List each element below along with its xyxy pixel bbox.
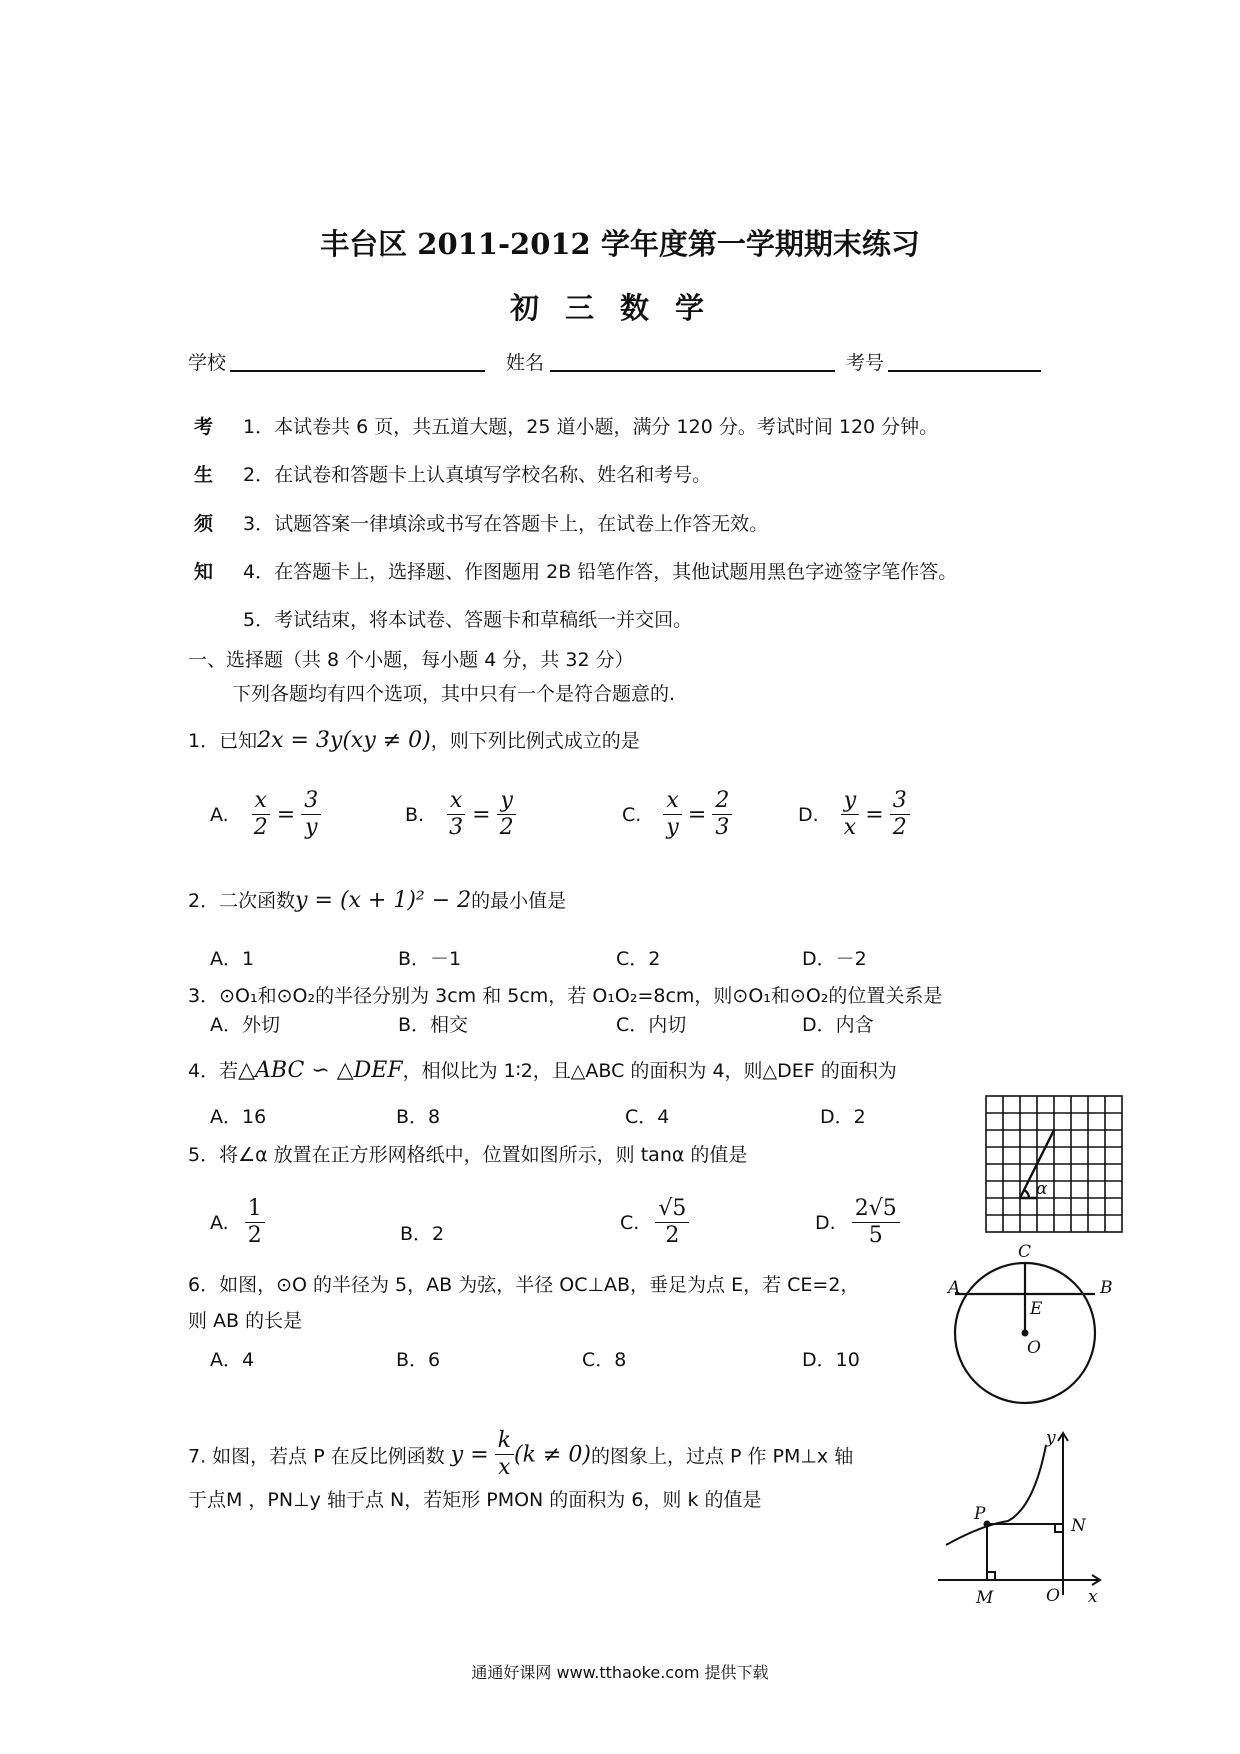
label-y: y: [1046, 1428, 1056, 1448]
q6-option[interactable]: A．4: [210, 1349, 255, 1371]
q7-func-cond: (k ≠ 0): [514, 1442, 591, 1468]
q2-option[interactable]: A．1: [210, 948, 255, 970]
notice-side-char: 须: [194, 513, 214, 535]
notice-side-char: 考: [194, 416, 214, 438]
label-e: E: [1030, 1299, 1043, 1319]
school-field[interactable]: [230, 370, 485, 372]
q1-option-b[interactable]: B. $\frac{x}{3}$ = $\frac{y}{2}$: [405, 788, 517, 842]
q5-option-b[interactable]: B．2: [400, 1223, 445, 1245]
right-angle-n: [1055, 1524, 1063, 1532]
q3-option[interactable]: A．外切: [210, 1014, 280, 1036]
frac-num: 3: [890, 788, 910, 815]
q1-option-c[interactable]: C. $\frac{x}{y}$ = $\frac{2}{3}$: [622, 788, 732, 842]
q7-suffix: 的图象上，过点 P 作 PM⊥x 轴: [590, 1445, 854, 1468]
question-2-stem: [188, 886, 566, 913]
frac-num: √5: [655, 1196, 689, 1223]
label-n: N: [1071, 1516, 1086, 1536]
q4-formula: △ABC ∽ △DEF: [238, 1058, 403, 1083]
q7-func-lhs: y =: [450, 1442, 489, 1468]
q4-option[interactable]: D．2: [820, 1106, 866, 1128]
label-c: C: [1018, 1242, 1032, 1262]
question-7-stem-2: 于点M ，PN⊥y 轴于点 N，若矩形 PMON 的面积为 6，则 k 的值是: [188, 1489, 762, 1511]
q5-option-c[interactable]: [620, 1196, 689, 1250]
center-point: [1022, 1330, 1029, 1337]
question-7-stem: [188, 1428, 853, 1482]
question-5-stem: 5．将∠α 放置在正方形网格纸中，位置如图所示，则 tanα 的值是: [188, 1144, 748, 1166]
option-label: A.: [210, 803, 229, 826]
q2-option[interactable]: C．2: [616, 948, 661, 970]
frac-num: x: [252, 788, 270, 815]
label-b: B: [1100, 1278, 1113, 1298]
frac-num: 2: [712, 788, 732, 815]
question-4-stem: [188, 1056, 897, 1083]
frac-den: 3: [715, 815, 730, 841]
frac-num: x: [663, 788, 681, 815]
grid-angle-figure: [980, 1090, 1130, 1240]
q5-option-a[interactable]: [210, 1196, 265, 1250]
q2-option[interactable]: D．－2: [802, 948, 867, 970]
notice-side-char: 生: [194, 464, 214, 486]
q4-prefix: 4．若: [188, 1060, 239, 1082]
label-m: M: [976, 1588, 994, 1608]
option-label: B.: [405, 803, 425, 826]
frac-den: 2: [499, 815, 514, 841]
q2-formula: y = (x + 1)² − 2: [295, 888, 472, 913]
section-heading: 一、选择题（共 8 个小题，每小题 4 分，共 32 分）: [188, 649, 634, 671]
frac-den: 5: [868, 1223, 883, 1249]
right-angle-m: [987, 1572, 995, 1580]
q6-option[interactable]: D．10: [802, 1349, 860, 1371]
frac-den: x: [843, 815, 857, 841]
q6-option[interactable]: C．8: [582, 1349, 627, 1371]
frac-num: 2√5: [852, 1196, 900, 1223]
hyperbola-curve: [946, 1445, 1046, 1545]
exam-subtitle: 初三数学: [509, 291, 730, 325]
frac-den: 2: [665, 1223, 680, 1249]
school-label: 学校: [188, 352, 227, 374]
frac-den: x: [498, 1455, 511, 1481]
q4-option[interactable]: A．16: [210, 1106, 267, 1128]
id-field[interactable]: [888, 370, 1041, 372]
q3-option[interactable]: B．相交: [398, 1014, 469, 1036]
q7-prefix: 7. 如图，若点 P 在反比例函数: [188, 1445, 445, 1468]
q3-option[interactable]: D．内含: [802, 1014, 874, 1036]
q6-option[interactable]: B．6: [396, 1349, 441, 1371]
circle-chord-figure: [948, 1242, 1120, 1420]
q5-option-d[interactable]: [815, 1196, 900, 1250]
q1-condition: 2x = 3y(xy ≠ 0): [257, 728, 431, 753]
frac-den: 3: [449, 815, 464, 841]
frac-num: y: [841, 788, 859, 815]
label-o: O: [1027, 1338, 1041, 1358]
notice-side-char: 知: [194, 561, 214, 583]
frac-den: 2: [247, 1223, 262, 1249]
q1-option-a[interactable]: A. $\frac{x}{2}$ = $\frac{3}{y}$: [210, 788, 321, 842]
q4-suffix: ，相似比为 1∶2，且△ABC 的面积为 4，则△DEF 的面积为: [402, 1060, 897, 1082]
option-label: D.: [815, 1211, 836, 1234]
frac-den: y: [305, 815, 318, 841]
q3-option[interactable]: C．内切: [616, 1014, 687, 1036]
hyperbola-figure: [930, 1425, 1110, 1610]
alpha-label: α: [1036, 1179, 1048, 1199]
id-label: 考号: [846, 352, 885, 374]
q2-option[interactable]: B．－1: [398, 948, 462, 970]
name-field[interactable]: [550, 370, 835, 372]
notice-item: 3．试题答案一律填涂或书写在答题卡上，在试卷上作答无效。: [243, 513, 769, 535]
frac-den: 2: [253, 815, 268, 841]
notice-item: 5．考试结束，将本试卷、答题卡和草稿纸一并交回。: [243, 609, 693, 631]
question-6-stem-2: 则 AB 的长是: [188, 1310, 303, 1332]
option-label: A.: [210, 1211, 229, 1234]
name-label: 姓名: [506, 352, 545, 374]
frac-num: x: [447, 788, 465, 815]
section-instruction: 下列各题均有四个选项，其中只有一个是符合题意的.: [232, 683, 676, 705]
q2-prefix: 2．二次函数: [188, 890, 296, 912]
question-3-stem: 3．⊙O₁和⊙O₂的半径分别为 3cm 和 5cm，若 O₁O₂=8cm，则⊙O₁和⊙O₂的位置关系是: [188, 985, 943, 1007]
label-a: A: [948, 1278, 961, 1298]
option-label: C.: [622, 803, 642, 826]
option-label: D.: [798, 803, 819, 826]
frac-num: y: [497, 788, 515, 815]
question-6-stem: 6．如图，⊙O 的半径为 5，AB 为弦，半径 OC⊥AB，垂足为点 E，若 CE=2，: [188, 1274, 860, 1296]
frac-den: y: [666, 815, 679, 841]
label-origin: O: [1046, 1586, 1060, 1606]
q2-suffix: 的最小值是: [471, 890, 567, 912]
footer-text: 通通好课网 www.tthaoke.com 提供下载: [471, 1663, 769, 1682]
label-x: x: [1088, 1587, 1098, 1607]
q4-option[interactable]: C．4: [625, 1106, 670, 1128]
question-1-stem: [188, 726, 640, 753]
frac-num: k: [495, 1428, 514, 1455]
frac-num: 3: [301, 788, 321, 815]
exam-title: 丰台区 2011-2012 学年度第一学期期末练习: [320, 227, 920, 261]
frac-den: 2: [892, 815, 907, 841]
q1-option-d[interactable]: D. $\frac{y}{x}$ = $\frac{3}{2}$: [798, 788, 910, 842]
notice-item: 1．本试卷共 6 页，共五道大题，25 道小题，满分 120 分。考试时间 120 分钟。: [243, 416, 939, 438]
q1-suffix: ，则下列比例式成立的是: [430, 730, 640, 752]
notice-item: 2．在试卷和答题卡上认真填写学校名称、姓名和考号。: [243, 464, 712, 486]
label-p: P: [974, 1504, 986, 1524]
q1-prefix: 1．已知: [188, 730, 258, 752]
notice-item: 4．在答题卡上，选择题、作图题用 2B 铅笔作答，其他试题用黑色字迹签字笔作答。: [243, 561, 958, 583]
option-label: C.: [620, 1211, 640, 1234]
frac-num: 1: [245, 1196, 265, 1223]
q4-option[interactable]: B．8: [396, 1106, 441, 1128]
